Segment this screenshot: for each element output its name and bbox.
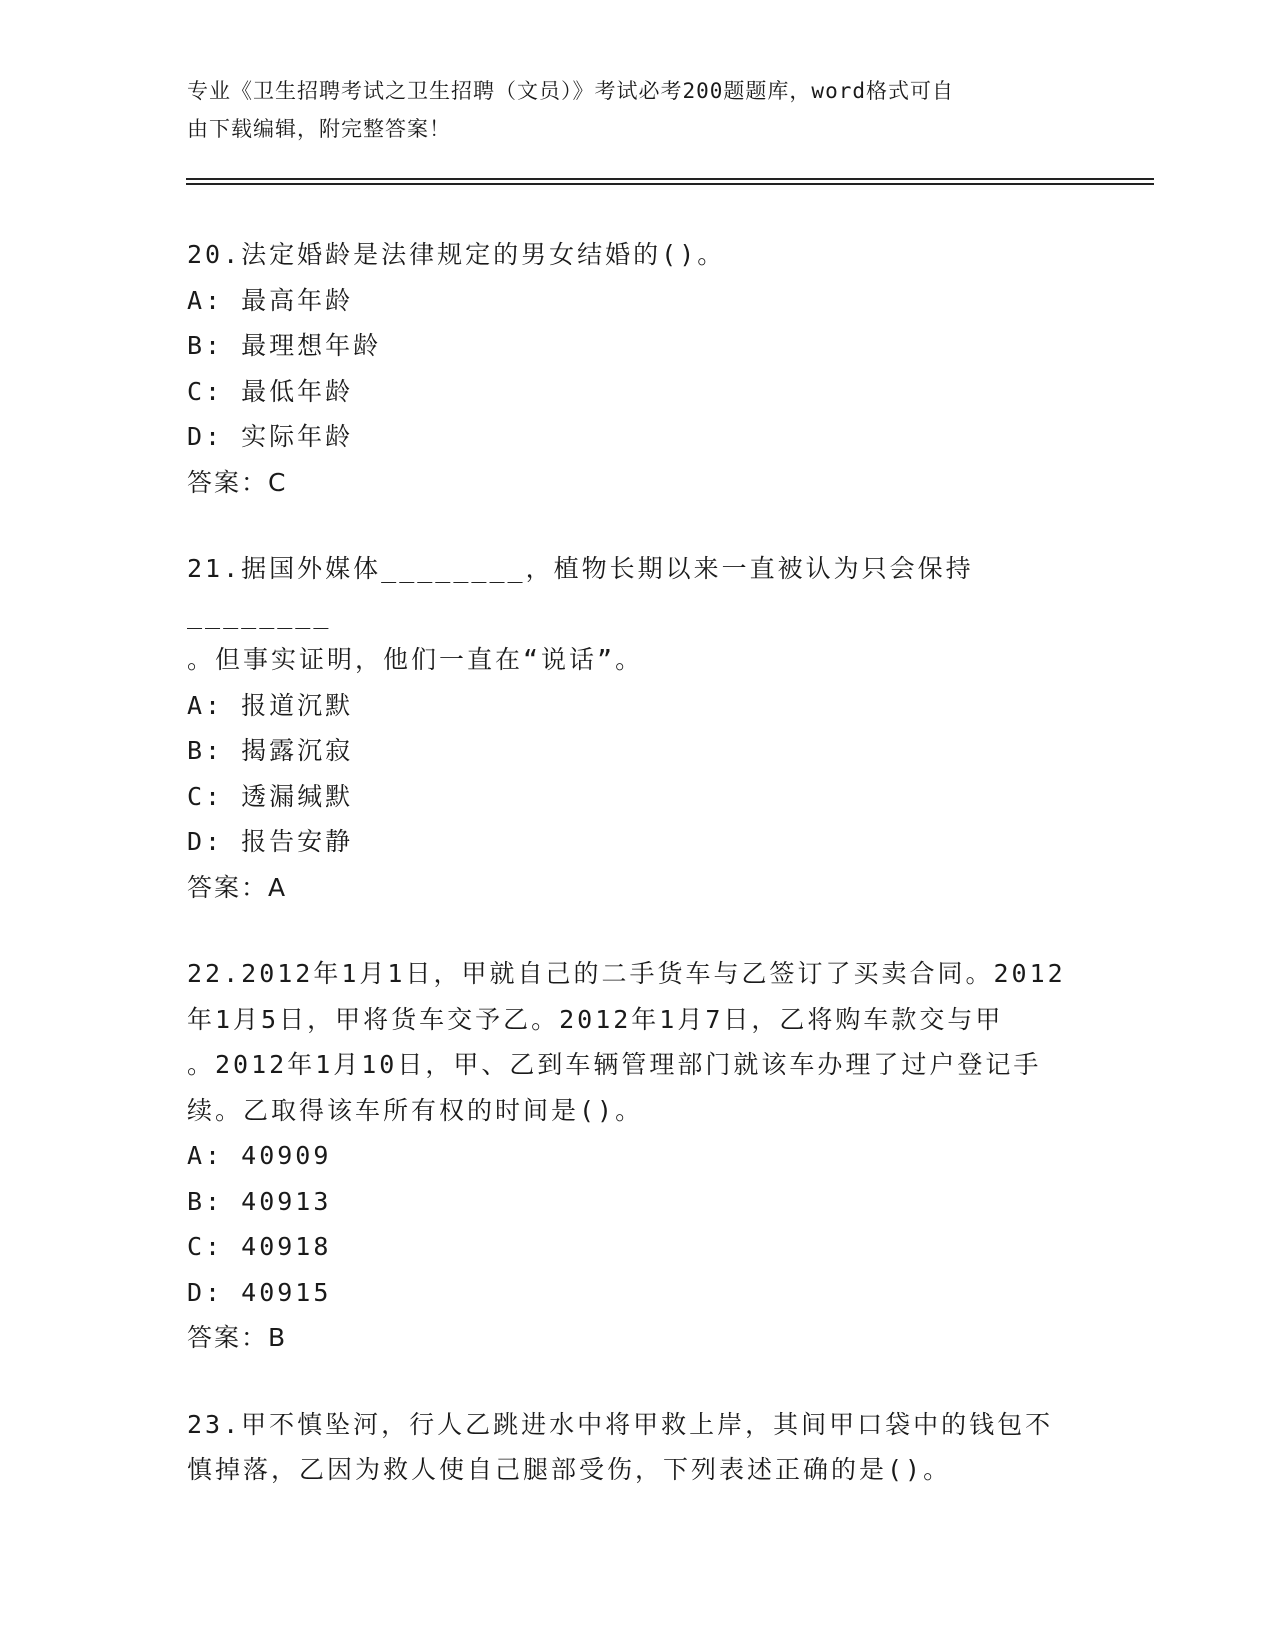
question-stem: 。2012年1月10日，甲、乙到车辆管理部门就该车办理了过户登记手 <box>187 1050 1042 1079</box>
question-stem: 慎掉落，乙因为救人使自己腿部受伤，下列表述正确的是()。 <box>187 1455 952 1484</box>
option-c: C: 最低年龄 <box>187 376 354 406</box>
option-b: B: 揭露沉寂 <box>187 736 354 765</box>
option-b: B: 最理想年龄 <box>187 331 382 360</box>
question-stem: 20.法定婚龄是法律规定的男女结婚的()。 <box>187 240 726 269</box>
option-a: A: 报道沉默 <box>187 690 354 720</box>
answer-label: 答案：C <box>187 467 288 497</box>
option-c: C: 40918 <box>187 1232 332 1261</box>
question-20 <box>187 232 1087 505</box>
option-c: C: 透漏缄默 <box>187 781 354 811</box>
question-stem: 21.据国外媒体________，植物长期以来一直被认为只会保持________ <box>187 554 974 629</box>
question-stem: 23.甲不慎坠河，行人乙跳进水中将甲救上岸，其间甲口袋中的钱包不 <box>187 1409 1054 1439</box>
question-stem: 续。乙取得该车所有权的时间是()。 <box>187 1095 644 1125</box>
header-line-1: 专业《卫生招聘考试之卫生招聘（文员）》考试必考200题题库，word格式可自 <box>187 79 954 103</box>
document-header <box>187 72 1067 148</box>
answer-label: 答案：A <box>187 872 288 902</box>
option-d: D: 40915 <box>187 1277 332 1307</box>
header-line-2: 由下载编辑，附完整答案！ <box>187 117 451 141</box>
question-list <box>187 232 1087 1534</box>
question-21 <box>187 546 1087 910</box>
option-d: D: 实际年龄 <box>187 422 354 451</box>
option-a: A: 40909 <box>187 1141 332 1170</box>
question-stem: 。但事实证明，他们一直在“说话”。 <box>187 645 644 674</box>
question-22 <box>187 951 1087 1361</box>
option-d: D: 报告安静 <box>187 827 354 856</box>
header-divider-bottom <box>186 183 1154 185</box>
question-stem: 年1月5日，甲将货车交予乙。2012年1月7日，乙将购车款交与甲 <box>187 1004 1004 1034</box>
question-23 <box>187 1402 1087 1493</box>
option-a: A: 最高年龄 <box>187 285 354 315</box>
question-stem: 22.2012年1月1日，甲就自己的二手货车与乙签订了买卖合同。2012 <box>187 959 1066 988</box>
header-divider-top <box>186 178 1154 180</box>
option-b: B: 40913 <box>187 1186 332 1216</box>
answer-label: 答案：B <box>187 1323 288 1352</box>
